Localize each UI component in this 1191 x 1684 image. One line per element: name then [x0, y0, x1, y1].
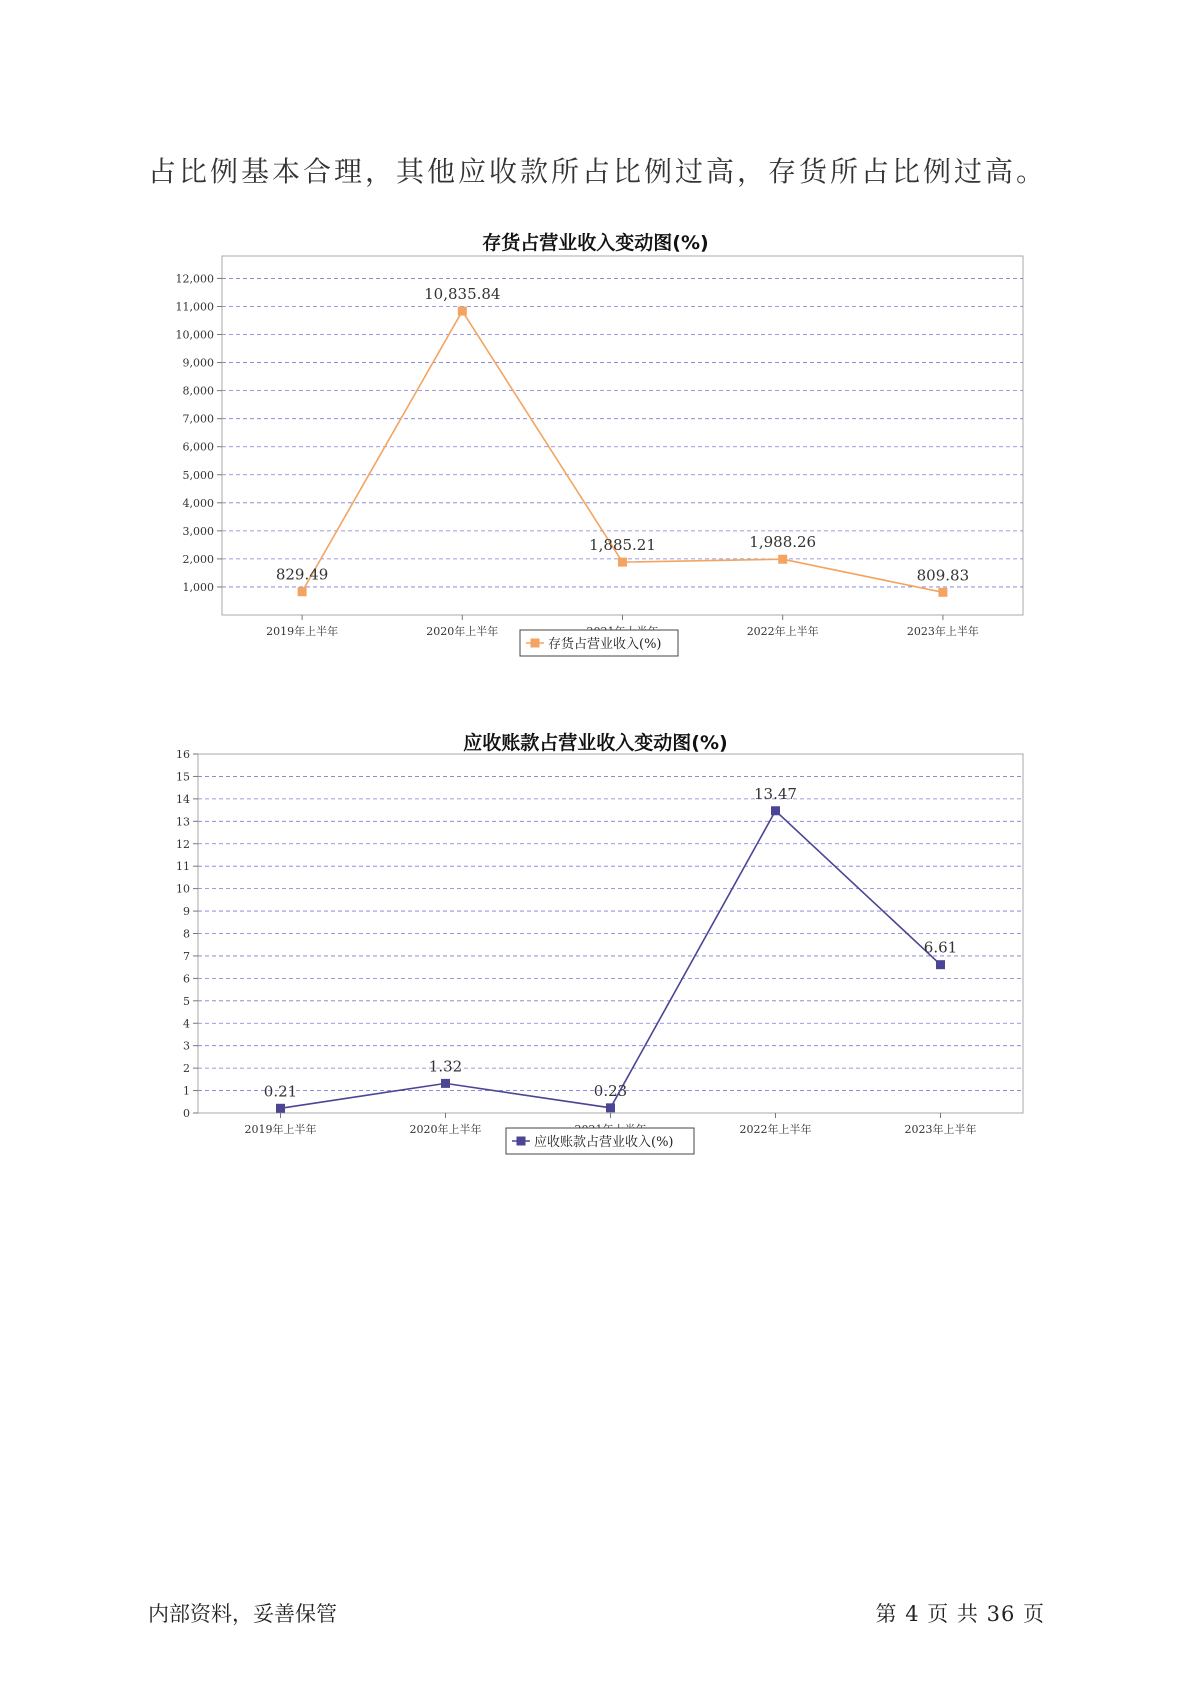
- y-tick-label: 14: [176, 792, 190, 806]
- y-tick-label: 6,000: [182, 440, 214, 454]
- x-tick-label: 2022年上半年: [746, 625, 819, 638]
- data-label: 829.49: [275, 565, 329, 584]
- data-label: 0.21: [263, 1082, 298, 1101]
- y-tick-label: 5,000: [182, 468, 214, 482]
- y-tick-label: 7,000: [182, 412, 214, 426]
- data-point-marker: [276, 1104, 285, 1113]
- x-tick-label: 2019年上半年: [266, 625, 339, 638]
- y-tick-label: 2,000: [182, 552, 214, 566]
- y-tick-label: 15: [176, 770, 190, 784]
- legend: [520, 630, 678, 656]
- y-tick-label: 7: [183, 949, 190, 963]
- data-label: 1.32: [428, 1057, 463, 1076]
- y-tick-label: 8,000: [182, 384, 214, 398]
- y-tick-label: 3: [183, 1039, 190, 1053]
- x-tick-label: 2020年上半年: [409, 1123, 482, 1136]
- y-tick-label: 1: [183, 1084, 190, 1098]
- y-tick-label: 4,000: [182, 496, 214, 510]
- y-tick-label: 11,000: [175, 300, 214, 314]
- y-tick-label: 10: [176, 882, 190, 896]
- y-tick-label: 1,000: [182, 580, 214, 594]
- legend-marker: [517, 1137, 526, 1146]
- data-label: 10,835.84: [424, 285, 501, 304]
- data-label: 1,988.26: [749, 533, 817, 552]
- y-tick-label: 13: [176, 815, 190, 829]
- y-tick-label: 3,000: [182, 524, 214, 538]
- y-tick-label: 5: [183, 994, 190, 1008]
- data-label: 0.23: [593, 1081, 628, 1100]
- y-tick-label: 9,000: [182, 356, 214, 370]
- x-tick-label: 2022年上半年: [739, 1123, 812, 1136]
- y-tick-label: 11: [176, 860, 190, 874]
- intro-paragraph: 占比例基本合理，其他应收款所占比例过高，存货所占比例过高。: [148, 155, 1048, 188]
- data-label: 6.61: [923, 938, 958, 957]
- x-tick-label: 2023年上半年: [904, 1123, 977, 1136]
- data-point-marker: [771, 806, 780, 815]
- y-tick-label: 9: [183, 905, 190, 919]
- x-tick-label: 2019年上半年: [244, 1123, 317, 1136]
- data-point-marker: [618, 558, 627, 567]
- receivables-ratio-chart: [0, 750, 1191, 1180]
- data-label: 809.83: [916, 566, 970, 585]
- y-tick-label: 6: [183, 972, 190, 986]
- data-point-marker: [778, 555, 787, 564]
- legend: [506, 1128, 694, 1154]
- inventory-ratio-chart: [0, 250, 1191, 680]
- chart-title-inventory: 存货占营业收入变动图(%): [482, 232, 709, 254]
- legend-label: 存货占营业收入(%): [548, 637, 662, 652]
- data-point-marker: [298, 587, 307, 596]
- data-label: 1,885.21: [589, 536, 656, 555]
- x-tick-label: 2023年上半年: [906, 625, 979, 638]
- y-tick-label: 10,000: [175, 328, 214, 342]
- footer-confidential-note: 内部资料，妥善保管: [148, 1602, 337, 1626]
- data-point-marker: [606, 1103, 615, 1112]
- data-point-marker: [458, 307, 467, 316]
- data-point-marker: [938, 588, 947, 597]
- legend-label: 应收账款占营业收入(%): [534, 1135, 674, 1150]
- legend-marker: [531, 639, 540, 648]
- y-tick-label: 4: [183, 1017, 190, 1031]
- y-tick-label: 12: [176, 837, 190, 851]
- y-tick-label: 0: [183, 1107, 190, 1120]
- y-tick-label: 16: [176, 750, 190, 761]
- y-tick-label: 2: [183, 1062, 190, 1076]
- data-label: 13.47: [754, 784, 797, 803]
- chart-title-receivables: 应收账款占营业收入变动图(%): [463, 732, 728, 754]
- y-tick-label: 12,000: [175, 272, 214, 286]
- x-tick-label: 2020年上半年: [426, 625, 499, 638]
- y-tick-label: 8: [183, 927, 190, 941]
- data-point-marker: [441, 1079, 450, 1088]
- data-point-marker: [936, 960, 945, 969]
- footer-page-number: 第 4 页 共 36 页: [875, 1602, 1045, 1626]
